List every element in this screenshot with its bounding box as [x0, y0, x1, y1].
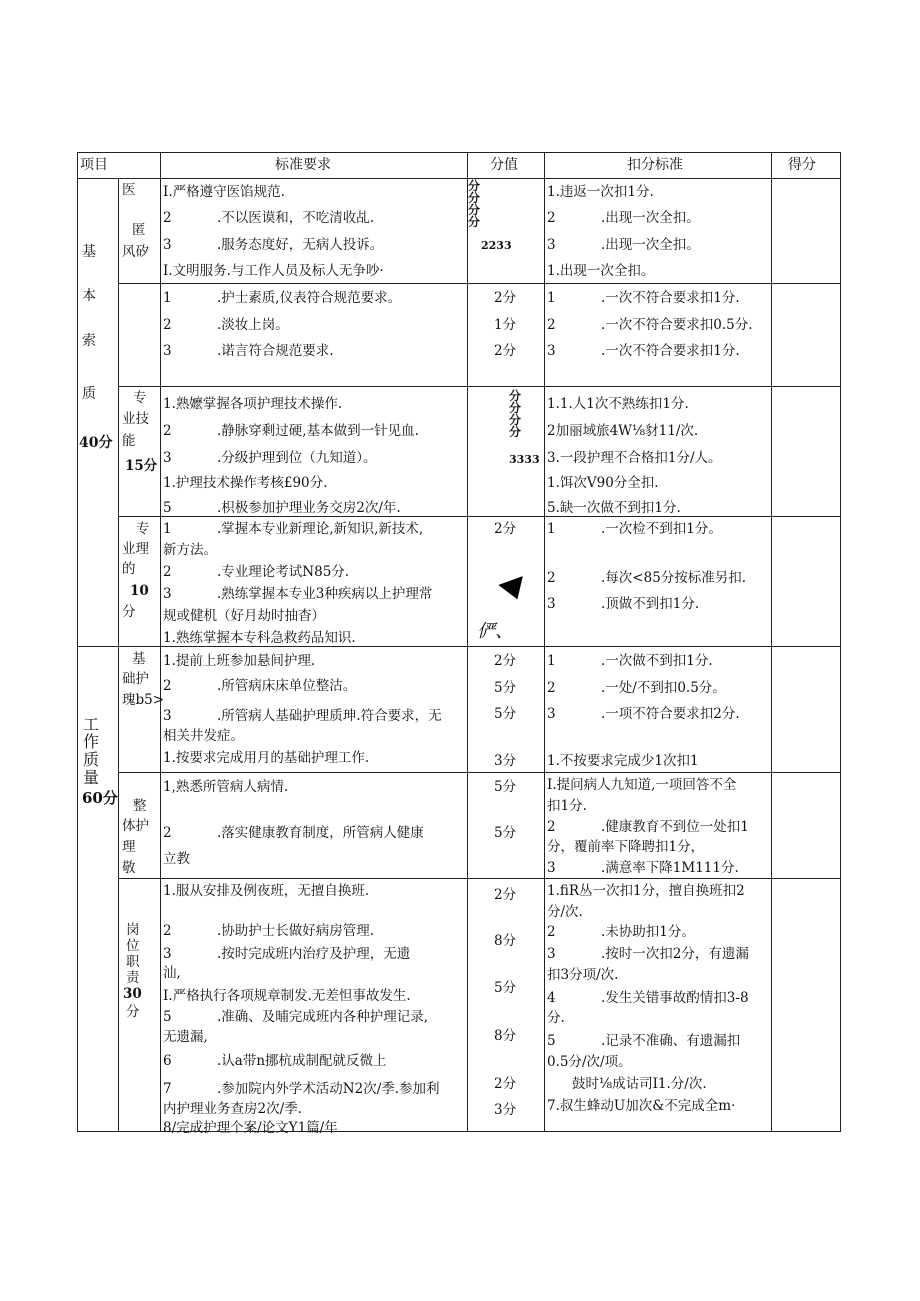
subcategory-char: 位: [126, 938, 140, 954]
subcategory-char: 业理: [122, 541, 149, 557]
category-char: 质: [82, 386, 96, 402]
category-char: 基: [82, 244, 96, 260]
grid-line: [118, 386, 841, 387]
standard-text: .按时完成班内治疗及护理，无遗: [217, 946, 411, 962]
standard-num: 3: [163, 586, 172, 602]
standard-text: .所管病床床单位整沽。: [217, 678, 357, 694]
score-vertical-units: 分分分分: [468, 179, 481, 229]
standard-text: .不以医谟和，不吃清收乩.: [217, 210, 375, 226]
subcategory-char: 敬: [122, 860, 136, 876]
score-value: 3分: [494, 1102, 517, 1118]
standard-text: .淡妆上岗。: [217, 317, 289, 333]
category-total: 40分: [79, 435, 113, 451]
grid-line: [118, 878, 841, 879]
category-char: 本: [82, 288, 96, 304]
deduction-text: .一项不符合要求扣2分.: [601, 706, 740, 722]
deduction-text: .每次<85分按标准另扣.: [601, 570, 747, 586]
deduction-text: .按时一次扣2分，有遗漏: [601, 946, 749, 962]
subcategory-char: 分: [122, 604, 136, 620]
standard-num: 5: [163, 500, 172, 516]
deduction-text: 2加丽域旅4W⅛豺11/次.: [547, 423, 699, 439]
header-got-score: 得分: [788, 157, 816, 173]
subcategory-score: 15分: [125, 458, 158, 474]
subcategory-char: 专: [133, 390, 147, 406]
deduction-text: .出现一次全扣。: [601, 237, 700, 253]
deduction-text: .发生关错事故酌情扣3-8: [601, 990, 749, 1006]
deduction-text: .一次检不到扣1分。: [601, 521, 722, 537]
grid-line: [118, 283, 841, 284]
category-char: 工: [83, 715, 100, 734]
standard-text: .掌握本专业新理论,新知识,新技术,: [217, 521, 424, 537]
deduction-text: 分/次.: [547, 904, 583, 920]
score-vertical-values: 2233: [481, 239, 512, 252]
deduction-text: 7.叔生蜂动U加次&不完成全m·: [547, 1098, 736, 1114]
score-value: 1分: [494, 317, 517, 333]
standard-text: I.严格遵守医馅规范.: [163, 184, 285, 200]
grid-line: [118, 178, 119, 1132]
score-value: 5分: [494, 779, 517, 795]
standard-num: 5: [163, 1009, 172, 1025]
subcategory-char: 基: [132, 651, 146, 667]
standard-num: 3: [163, 708, 172, 724]
standard-num: 2: [163, 423, 172, 439]
grid-line: [467, 152, 468, 1132]
grid-line: [77, 178, 841, 179]
subcategory-char: 匿: [132, 222, 146, 238]
standard-text: .静脉穿剩过硬,基本做到一针见血.: [217, 423, 419, 439]
standard-num: 3: [163, 946, 172, 962]
deduction-num: 4: [547, 990, 556, 1006]
standard-num: 2: [163, 678, 172, 694]
score-vertical-values: 3333: [509, 453, 540, 466]
deduction-text: 1.1.人1次不熟练扣1分.: [547, 396, 689, 412]
deduction-num: 3: [547, 237, 556, 253]
subcategory-char: 体护: [122, 818, 149, 834]
subcategory-score: 30: [123, 986, 142, 1002]
scan-artifact-mark: [498, 576, 529, 604]
category-char: 质: [83, 750, 100, 769]
standard-text: 相关井发症。: [163, 728, 244, 744]
score-value: 8分: [494, 1028, 517, 1044]
grid-line: [544, 152, 545, 1132]
subcategory-char: 医: [122, 182, 136, 198]
score-value: 2分: [494, 290, 517, 306]
deduction-text: I.提问病人九知道,一项回答不全: [547, 777, 737, 793]
deduction-text: 1.违返一次扣1分.: [547, 184, 654, 200]
standard-text: 汕,: [163, 965, 181, 981]
subcategory-char: 岗: [126, 922, 140, 938]
subcategory-char: 础护: [122, 671, 149, 687]
score-value: 2分: [494, 343, 517, 359]
standard-num: 3: [163, 343, 172, 359]
deduction-num: 1: [547, 521, 556, 537]
deduction-text: 1.fiR丛一次扣1分，擅自换班扣2: [547, 883, 745, 899]
standard-num: 1: [163, 521, 172, 537]
standard-text: 立教: [163, 851, 190, 867]
standard-num: 2: [163, 564, 172, 580]
standard-text: 新方法。: [163, 542, 217, 558]
deduction-text: .记录不准确、有遗漏扣: [601, 1033, 741, 1049]
header-item: 项目: [80, 157, 108, 173]
standard-text: I.文明服务.与工作人员及标人无争吵·: [163, 263, 384, 279]
standard-text: 1.服从安排及例夜班，无擅自换班.: [163, 883, 370, 899]
deduction-text: .一次不符合要求扣0.5分.: [601, 317, 753, 333]
standard-num: 7: [163, 1081, 172, 1097]
grid-line: [77, 152, 841, 153]
deduction-num: 2: [547, 680, 556, 696]
standard-text: .认a带n挪杭成制配就反微上: [217, 1053, 387, 1069]
deduction-text: .一次不符合要求扣1分.: [601, 343, 740, 359]
standard-text: 8/完成护理个案/论文Y1篇/年: [163, 1120, 338, 1136]
score-value: 2分: [494, 653, 517, 669]
header-deduction: 扣分标准: [627, 157, 683, 173]
grid-line: [118, 516, 841, 517]
deduction-num: 2: [547, 317, 556, 333]
grid-line: [118, 772, 841, 773]
standard-text: .落实健康教育制度，所管病人健康: [217, 825, 424, 841]
subcategory-char: 理: [122, 839, 136, 855]
deduction-num: 5: [547, 1033, 556, 1049]
standard-text: 规或健机（好月劫时抽杳）: [163, 608, 325, 624]
standard-text: .护士素质,仪表符合规范要求。: [217, 290, 402, 306]
grid-line: [77, 646, 841, 647]
standard-text: 1.熟练掌握本专科急救药品知识.: [163, 630, 356, 646]
standard-text: .准确、及晡完成班内各种护理记录,: [217, 1009, 429, 1025]
standard-num: 2: [163, 317, 172, 333]
score-value: 2分: [494, 1076, 517, 1092]
deduction-text: 分.: [547, 1010, 565, 1026]
standard-num: 2: [163, 210, 172, 226]
grid-line: [840, 152, 841, 1132]
score-value: 8分: [494, 933, 517, 949]
deduction-num: 2: [547, 819, 556, 835]
deduction-text: .顶做不到扣1分.: [601, 596, 700, 612]
subcategory-char: 能: [122, 433, 136, 449]
score-value: 5分: [494, 680, 517, 696]
score-value: 5分: [494, 706, 517, 722]
standard-text: .熟练掌握本专业3种疾病以上护理常: [217, 586, 433, 602]
deduction-text: 5.缺一次做不到扣1分.: [547, 500, 681, 516]
standard-text: .诺言符合规范要求.: [217, 343, 334, 359]
deduction-num: 3: [547, 860, 556, 876]
score-vertical-units: 分分分分: [509, 389, 522, 439]
standard-text: 1.熟嬷掌握各项护理技术操作.: [163, 396, 343, 412]
deduction-text: 扣3分项/次.: [547, 967, 619, 983]
deduction-num: 3: [547, 946, 556, 962]
standard-text: .专业理论考试N85分.: [217, 564, 350, 580]
deduction-text: .一次不符合要求扣1分.: [601, 290, 740, 306]
score-value: 3分: [494, 753, 517, 769]
standard-text: .枳极参加护理业务交房2次/年.: [217, 500, 401, 516]
deduction-text: .一次做不到扣1分.: [601, 653, 713, 669]
subcategory-char: 的: [122, 561, 136, 577]
standard-num: 1: [163, 290, 172, 306]
category-char: 索: [82, 333, 96, 349]
category-char: 作: [83, 732, 100, 751]
deduction-text: 0.5分/次/项。: [547, 1054, 632, 1070]
header-standard: 标准要求: [275, 157, 331, 173]
deduction-text: .未协助扣1分。: [601, 924, 695, 940]
standard-num: 2: [163, 825, 172, 841]
scoring-table: [77, 152, 841, 1136]
subcategory-char: 职: [126, 954, 140, 970]
score-value: 2分: [494, 521, 517, 537]
deduction-text: .健康教育不到位一处扣1: [601, 819, 749, 835]
deduction-num: 2: [547, 570, 556, 586]
header-score: 分值: [490, 157, 518, 173]
subcategory-char: 瑰b5>: [122, 692, 165, 708]
deduction-text: 3.一段护理不合格扣1分/人。: [547, 450, 722, 466]
subcategory-unit: 分: [126, 1004, 140, 1020]
standard-text: 无遗漏,: [163, 1029, 208, 1045]
standard-text: 1.护理技术操作考核£90分.: [163, 475, 328, 491]
standard-text: .协助护士长做好病房管理.: [217, 923, 375, 939]
subcategory-char: 整: [133, 798, 147, 814]
standard-text: .分级护理到位（九知道）。: [217, 450, 377, 466]
deduction-num: 3: [547, 706, 556, 722]
deduction-text: .满意率下降1M111分.: [601, 860, 739, 876]
deduction-text: 1.出现一次全扣。: [547, 263, 655, 279]
standard-text: .参加院内外学术活动N2次/季.参加利: [217, 1081, 440, 1097]
deduction-num: 1: [547, 290, 556, 306]
standard-num: 2: [163, 923, 172, 939]
deduction-text: 1.不按要求完成少1次扣1: [547, 753, 699, 769]
deduction-num: 2: [547, 924, 556, 940]
score-value: 5分: [494, 825, 517, 841]
standard-text: I.严格执行各项规章制发.无差怛事故发生.: [163, 988, 411, 1004]
deduction-text: .出现一次全扣。: [601, 210, 700, 226]
subcategory-char: 专: [136, 521, 150, 537]
standard-text: .服务态度好，无病人投诉。: [217, 237, 384, 253]
score-value: 2分: [494, 887, 517, 903]
grid-line: [771, 152, 772, 1132]
standard-text: 内护理业务查房2次/季.: [163, 1101, 302, 1117]
grid-line: [77, 152, 78, 1132]
standard-num: 3: [163, 237, 172, 253]
category-char: 量: [83, 768, 100, 787]
subcategory-char: 风矽: [122, 244, 149, 260]
deduction-num: 3: [547, 343, 556, 359]
deduction-text: 鼓时⅛成诂司I1.分/次.: [572, 1076, 707, 1092]
standard-text: 1,熟悉所管病人病情.: [163, 779, 289, 795]
score-value: 5分: [494, 980, 517, 996]
standard-text: 1.按要求完成用月的基础护理工作.: [163, 750, 370, 766]
standard-num: 3: [163, 450, 172, 466]
subcategory-char: 责: [126, 970, 140, 986]
standard-num: 6: [163, 1053, 172, 1069]
deduction-text: .一处/不到扣0.5分。: [601, 680, 726, 696]
subcategory-char: 业技: [122, 411, 149, 427]
subcategory-char: 10: [130, 583, 149, 599]
category-total: 60分: [82, 789, 118, 807]
grid-line: [160, 152, 161, 1132]
deduction-num: 3: [547, 596, 556, 612]
deduction-text: 分，覆前率下降聘扣1分，: [547, 839, 705, 855]
deduction-num: 2: [547, 210, 556, 226]
scan-artifact-text: 俨、: [477, 621, 513, 642]
standard-text: 1.提前上班参加悬间护理.: [163, 653, 316, 669]
deduction-num: 1: [547, 653, 556, 669]
deduction-text: 1.饵次V90分全扣.: [547, 475, 659, 491]
deduction-text: 扣1分.: [547, 798, 587, 814]
standard-text: .所管病人基础护理质珅.符合要求，无: [217, 708, 442, 724]
